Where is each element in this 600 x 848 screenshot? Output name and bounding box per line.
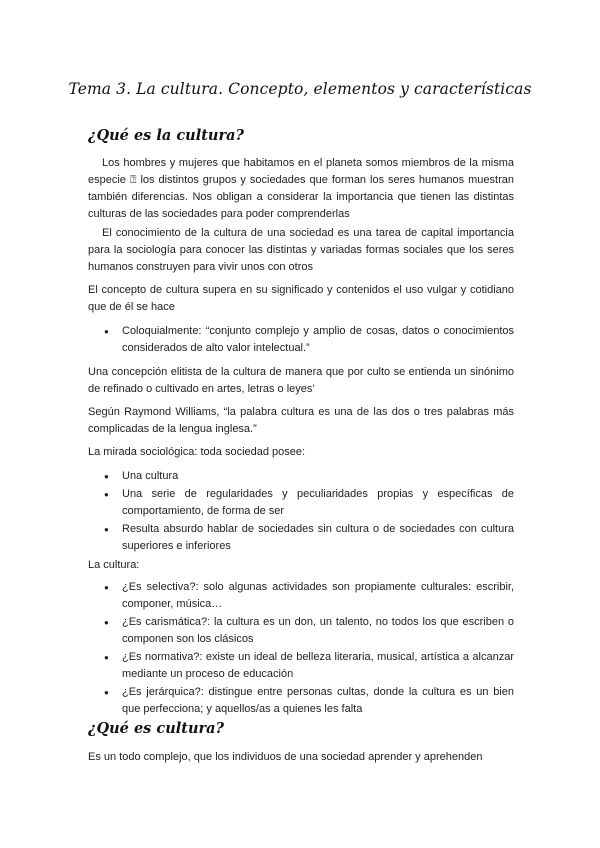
bullet-list-cultura bbox=[88, 579, 514, 719]
list-item: ● Una serie de regularidades y peculiaridades propias y específicas de comportamiento, de forma de ser bbox=[88, 486, 514, 520]
list-item: ● ¿Es jerárquica?: distingue entre personas cultas, donde la cultura es un bien que perfecciona; y aquellos/as a quienes les falta bbox=[88, 684, 514, 718]
bullet-list-sociedad bbox=[88, 468, 514, 556]
paragraph-intro: Los hombres y mujeres que habitamos en el planeta somos miembros de la misma especie ⍰ los distintos grupos y sociedades que forman los seres humanos muestran también diferencias. Nos obligan a considerar la importancia que tienen las distintas culturas de las sociedades para poder comprenderlas bbox=[88, 157, 514, 220]
list-item: ● Una cultura bbox=[88, 468, 514, 485]
list-item: ● Coloquialmente: “conjunto complejo y amplio de cosas, datos o conocimientos considerados de alto valor intelectual.” bbox=[88, 323, 514, 357]
paragraph-conocimiento: El conocimiento de la cultura de una sociedad es una tarea de capital importancia para la sociología para conocer las distintas y variadas formas sociales que los seres humanos construyen para vivir unos con otros bbox=[88, 227, 514, 273]
bullet-list-coloquial bbox=[88, 323, 514, 358]
paragraph-williams: Según Raymond Williams, “la palabra cultura es una de las dos o tres palabras más complicadas de la lengua inglesa.” bbox=[88, 406, 514, 435]
list-item: ● ¿Es selectiva?: solo algunas actividades son propiamente culturales: escribir, componer, música… bbox=[88, 579, 514, 613]
paragraph-mirada: La mirada sociológica: toda sociedad posee: bbox=[88, 446, 306, 458]
page-title: Tema 3. La cultura. Concepto, elementos y características bbox=[68, 80, 532, 98]
list-item: ● ¿Es normativa?: existe un ideal de belleza literaria, musical, artística a alcanzar mediante un proceso de educación bbox=[88, 649, 514, 683]
list-item: ● Resulta absurdo hablar de sociedades sin cultura o de sociedades con cultura superiores e inferiores bbox=[88, 521, 514, 555]
paragraph-todo-complejo: Es un todo complejo, que los individuos de una sociedad aprender y aprehenden bbox=[88, 751, 483, 763]
paragraph-la-cultura: La cultura: bbox=[88, 559, 140, 571]
section-heading-que-es-cultura: ¿Qué es cultura? bbox=[88, 720, 225, 737]
paragraph-elitista: Una concepción elitista de la cultura de manera que por culto se entienda un sinónimo de refinado o cultivado en artes, letras o leyes’ bbox=[88, 366, 514, 395]
paragraph-concepto: El concepto de cultura supera en su significado y contenidos el uso vulgar y cotidiano que de él se hace bbox=[88, 284, 514, 313]
list-item: ● ¿Es carismática?: la cultura es un don, un talento, no todos los que escriben o componen son los clásicos bbox=[88, 614, 514, 648]
section-heading-que-es-la-cultura: ¿Qué es la cultura? bbox=[88, 127, 244, 144]
